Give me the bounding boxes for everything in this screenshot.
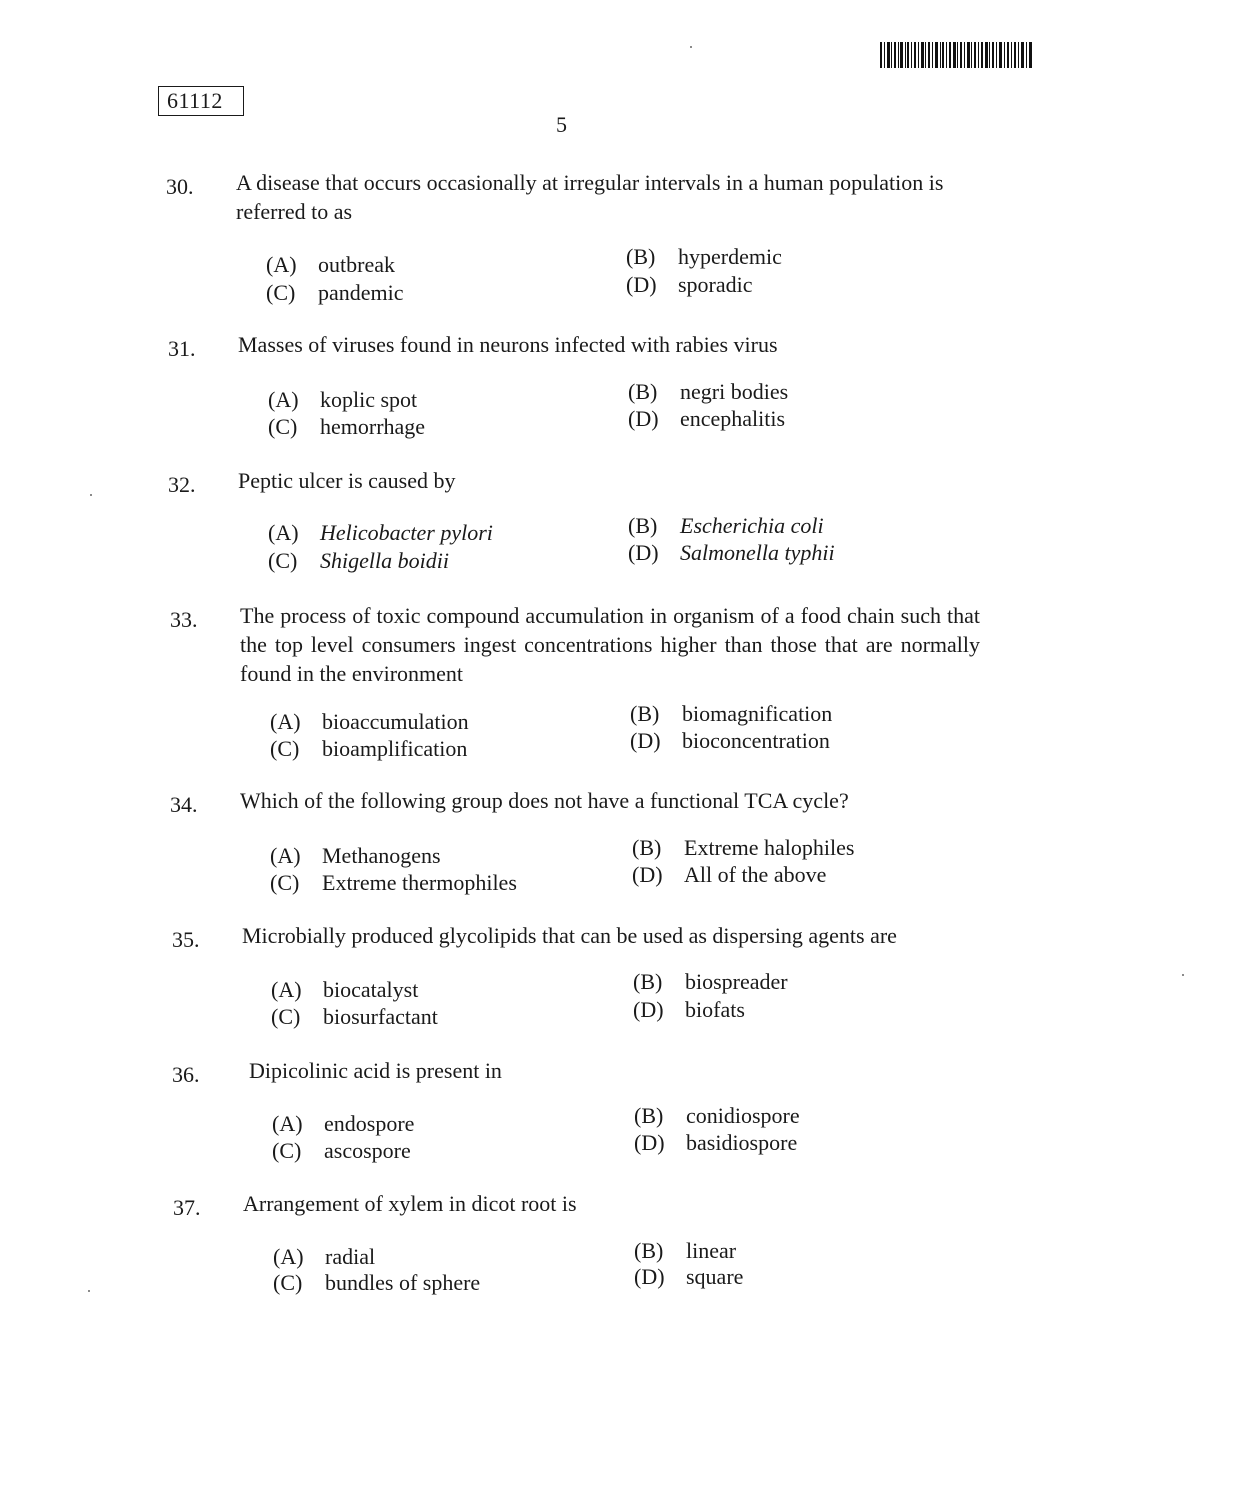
option-text: encephalitis [680, 406, 786, 431]
option-b[interactable] [634, 1238, 736, 1264]
option-d[interactable] [634, 1130, 797, 1156]
option-b[interactable] [634, 1103, 800, 1129]
option-label: (D) [632, 862, 663, 887]
option-c[interactable] [273, 1270, 480, 1296]
option-text: Helicobacter pylori [320, 520, 493, 545]
option-label: (B) [633, 969, 663, 994]
option-label: (A) [270, 709, 301, 734]
option-c[interactable] [270, 736, 467, 762]
option-label: (B) [634, 1103, 664, 1128]
question-text: Which of the following group does not have a functional TCA cycle? [240, 788, 849, 813]
question-number: 30. [166, 174, 194, 199]
option-d[interactable] [628, 540, 835, 566]
option-d[interactable] [630, 728, 830, 754]
option-c[interactable] [268, 414, 425, 440]
option-b[interactable] [632, 835, 854, 861]
option-a[interactable] [270, 709, 469, 735]
option-b[interactable] [628, 379, 788, 405]
option-c[interactable] [270, 870, 517, 896]
question-text: Dipicolinic acid is present in [249, 1058, 502, 1083]
option-text: Shigella boidii [320, 548, 449, 573]
option-a[interactable] [273, 1244, 375, 1270]
option-b[interactable] [626, 244, 782, 270]
option-label: (B) [634, 1238, 664, 1263]
option-text: biocatalyst [323, 977, 419, 1002]
option-label: (C) [270, 870, 300, 895]
option-text: Escherichia coli [680, 513, 824, 538]
option-b[interactable] [633, 969, 788, 995]
option-a[interactable] [268, 520, 493, 546]
option-d[interactable] [633, 997, 745, 1023]
option-label: (D) [633, 997, 664, 1022]
option-label: (A) [271, 977, 302, 1002]
question-text: Microbially produced glycolipids that can be used as dispersing agents are [242, 923, 897, 948]
option-text: square [686, 1264, 744, 1289]
option-label: (C) [268, 548, 298, 573]
option-label: (B) [626, 244, 656, 269]
question-text: A disease that occurs occasionally at irregular intervals in a human population is referred to as [236, 170, 944, 224]
option-label: (D) [630, 728, 661, 753]
option-text: basidiospore [686, 1130, 798, 1155]
option-d[interactable] [632, 862, 826, 888]
option-text: bundles of sphere [325, 1270, 481, 1295]
option-label: (D) [634, 1130, 665, 1155]
option-text: outbreak [318, 252, 395, 277]
option-text: All of the above [684, 862, 827, 887]
question-number: 34. [170, 792, 198, 817]
page-number: 5 [556, 112, 567, 137]
option-label: (D) [628, 540, 659, 565]
question-number: 33. [170, 607, 198, 632]
barcode-image [880, 42, 1032, 68]
option-text: Extreme thermophiles [322, 870, 517, 895]
option-d[interactable] [626, 272, 753, 298]
scan-speck [88, 1290, 90, 1292]
question-number: 32. [168, 472, 196, 497]
option-text: bioaccumulation [322, 709, 469, 734]
scan-speck [1182, 974, 1184, 976]
option-label: (D) [628, 406, 659, 431]
option-label: (A) [273, 1244, 304, 1269]
option-a[interactable] [271, 977, 418, 1003]
option-label: (C) [270, 736, 300, 761]
paper-code-box: 61112 [158, 86, 244, 116]
question-number: 31. [168, 336, 196, 361]
question-text: Peptic ulcer is caused by [238, 468, 456, 493]
option-c[interactable] [266, 280, 404, 306]
option-text: Salmonella typhii [680, 540, 835, 565]
option-text: hyperdemic [678, 244, 782, 269]
option-text: linear [686, 1238, 737, 1263]
option-text: sporadic [678, 272, 753, 297]
option-label: (A) [268, 387, 299, 412]
option-c[interactable] [268, 548, 449, 574]
option-label: (C) [266, 280, 296, 305]
option-text: biosurfactant [323, 1004, 438, 1029]
option-label: (B) [632, 835, 662, 860]
option-text: conidiospore [686, 1103, 800, 1128]
option-label: (A) [266, 252, 297, 277]
option-label: (A) [272, 1111, 303, 1136]
option-d[interactable] [628, 406, 785, 432]
option-text: Methanogens [322, 843, 441, 868]
option-label: (B) [630, 701, 660, 726]
option-d[interactable] [634, 1264, 743, 1290]
option-label: (B) [628, 513, 658, 538]
option-a[interactable] [272, 1111, 414, 1137]
option-text: negri bodies [680, 379, 789, 404]
option-label: (C) [273, 1270, 303, 1295]
option-label: (D) [626, 272, 657, 297]
question-number: 35. [172, 927, 200, 952]
scan-speck [690, 46, 692, 48]
option-label: (A) [268, 520, 299, 545]
question-number: 36. [172, 1062, 200, 1087]
option-a[interactable] [268, 387, 417, 413]
option-label: (B) [628, 379, 658, 404]
option-text: biomagnification [682, 701, 833, 726]
question-text: Arrangement of xylem in dicot root is [243, 1191, 577, 1216]
option-label: (A) [270, 843, 301, 868]
option-text: pandemic [318, 280, 404, 305]
option-text: bioamplification [322, 736, 468, 761]
option-text: radial [325, 1244, 376, 1269]
option-label: (D) [634, 1264, 665, 1289]
option-text: ascospore [324, 1138, 411, 1163]
option-b[interactable] [628, 513, 824, 539]
option-text: biospreader [685, 969, 788, 994]
option-text: koplic spot [320, 387, 418, 412]
option-a[interactable] [270, 843, 441, 869]
option-a[interactable] [266, 252, 395, 278]
question-number: 37. [173, 1195, 201, 1220]
option-text: endospore [324, 1111, 415, 1136]
option-c[interactable] [271, 1004, 438, 1030]
question-text: The process of toxic compound accumulation in organism of a food chain such that the top level consumers ingest concentrations higher than those that are normally found in the environment [240, 603, 980, 686]
option-label: (C) [268, 414, 298, 439]
option-label: (C) [272, 1138, 302, 1163]
option-b[interactable] [630, 701, 832, 727]
scan-speck [90, 494, 92, 496]
option-text: biofats [685, 997, 745, 1022]
option-text: Extreme halophiles [684, 835, 855, 860]
option-text: bioconcentration [682, 728, 830, 753]
option-c[interactable] [272, 1138, 411, 1164]
option-text: hemorrhage [320, 414, 426, 439]
option-label: (C) [271, 1004, 301, 1029]
question-text: Masses of viruses found in neurons infected with rabies virus [238, 332, 778, 357]
